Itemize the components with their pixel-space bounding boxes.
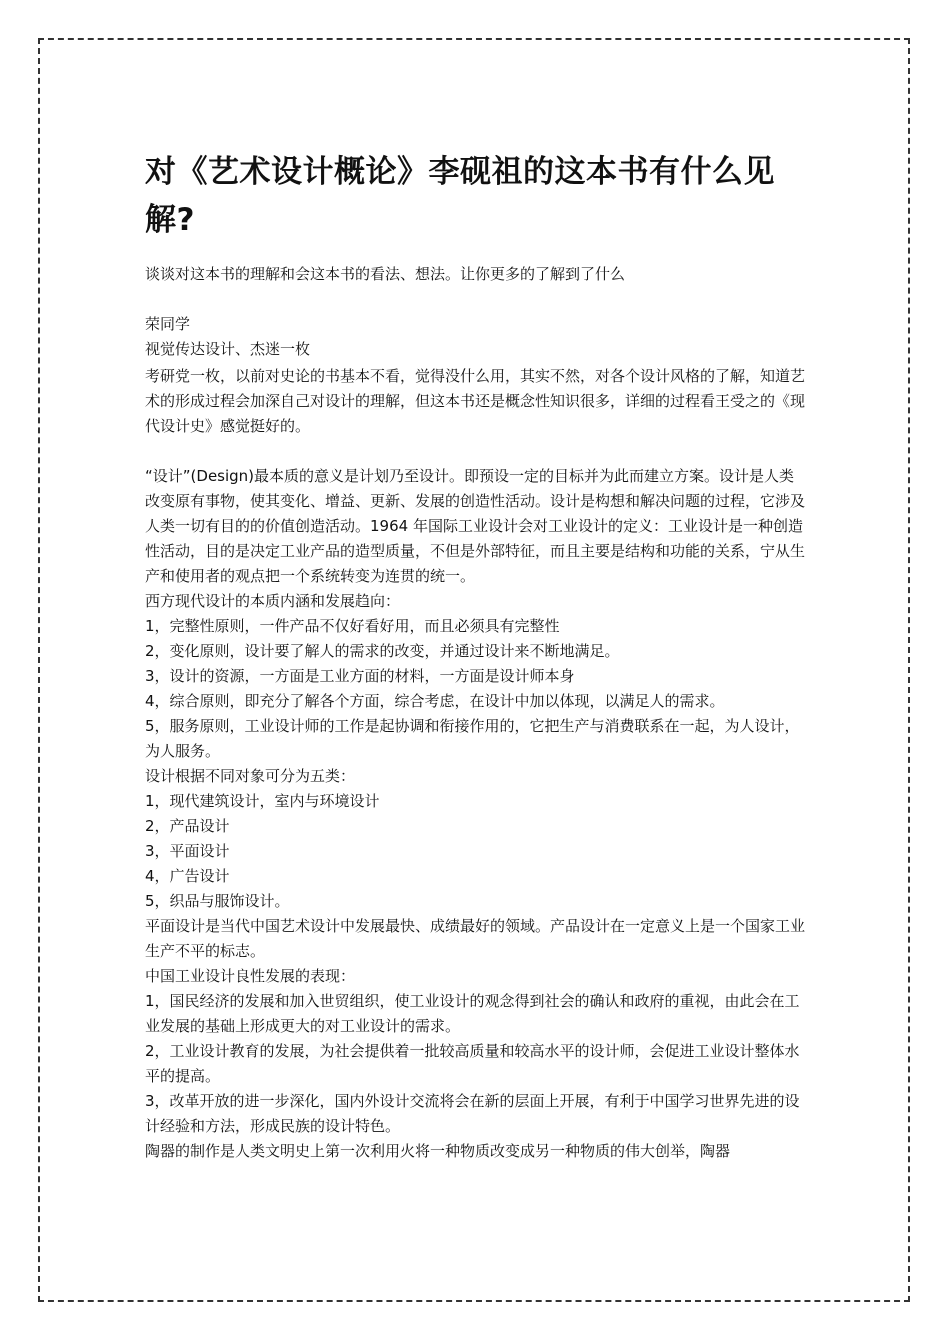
answer-1 <box>145 312 805 439</box>
list-item: 2，工业设计教育的发展，为社会提供着一批较高质量和较高水平的设计师，会促进工业设计整体水平的提高。 <box>145 1042 800 1085</box>
list-item: 4，综合原则，即充分了解各个方面，综合考虑，在设计中加以体现，以满足人的需求。 <box>145 692 725 710</box>
paragraph: 中国工业设计良性发展的表现： <box>145 967 356 985</box>
answer-2 <box>145 464 805 1164</box>
paragraph: 西方现代设计的本质内涵和发展趋向： <box>145 592 401 610</box>
answer-text: 考研党一枚，以前对史论的书基本不看，觉得没什么用，其实不然，对各个设计风格的了解，知道艺术的形成过程会加深自己对设计的理解，但这本书还是概念性知识很多，详细的过程看王受之的《现代设计史》感觉挺好的。 <box>145 367 806 435</box>
list-item: 1，完整性原则，一件产品不仅好看好用，而且必须具有完整性 <box>145 617 560 635</box>
list-item: 4，广告设计 <box>145 867 230 885</box>
list-item: 3，改革开放的进一步深化，国内外设计交流将会在新的层面上开展，有利于中国学习世界先进的设计经验和方法，形成民族的设计特色。 <box>145 1092 800 1135</box>
list-item: 1，国民经济的发展和加入世贸组织，使工业设计的观念得到社会的确认和政府的重视，由此会在工业发展的基础上形成更大的对工业设计的需求。 <box>145 992 800 1035</box>
list-item: 3，设计的资源，一方面是工业方面的材料，一方面是设计师本身 <box>145 667 575 685</box>
author-tagline: 视觉传达设计、杰迷一枚 <box>145 340 311 358</box>
paragraph: 陶器的制作是人类文明史上第一次利用火将一种物质改变成另一种物质的伟大创举，陶器 <box>145 1142 731 1160</box>
list-item: 5，服务原则，工业设计师的工作是起协调和衔接作用的，它把生产与消费联系在一起，为人设计，为人服务。 <box>145 717 800 760</box>
question-description: 谈谈对这本书的理解和会这本书的看法、想法。让你更多的了解到了什么 <box>145 265 626 283</box>
list-item: 2，变化原则，设计要了解人的需求的改变，并通过设计来不断地满足。 <box>145 642 620 660</box>
list-item: 1，现代建筑设计，室内与环境设计 <box>145 792 380 810</box>
question-title: 对《艺术设计概论》李砚祖的这本书有什么见解? <box>145 154 775 238</box>
list-item: 3，平面设计 <box>145 842 230 860</box>
list-item: 2，产品设计 <box>145 817 230 835</box>
paragraph: 平面设计是当代中国艺术设计中发展最快、成绩最好的领域。产品设计在一定意义上是一个国家工业生产不平的标志。 <box>145 917 806 960</box>
list-item: 5，织品与服饰设计。 <box>145 892 290 910</box>
paragraph: “设计”(Design)最本质的意义是计划乃至设计。即预设一定的目标并为此而建立方案。设计是人类改变原有事物，使其变化、增益、更新、发展的创造性活动。设计是构想和解决问题的过程，它涉及人类一切有目的的价值创造活动。1964 年国际工业设计会对工业设计的定义：工业设计是一种创造性活动，目的是决定工业产品的造型质量，不但是外部特征，而且主要是结构和功能的关系，宁从生产和使用者的观点把一个系统转变为连贯的统一。 <box>145 467 806 585</box>
author-name: 荣同学 <box>145 315 191 333</box>
paragraph: 设计根据不同对象可分为五类： <box>145 767 356 785</box>
document-body <box>145 148 805 1164</box>
spacer <box>145 439 805 464</box>
